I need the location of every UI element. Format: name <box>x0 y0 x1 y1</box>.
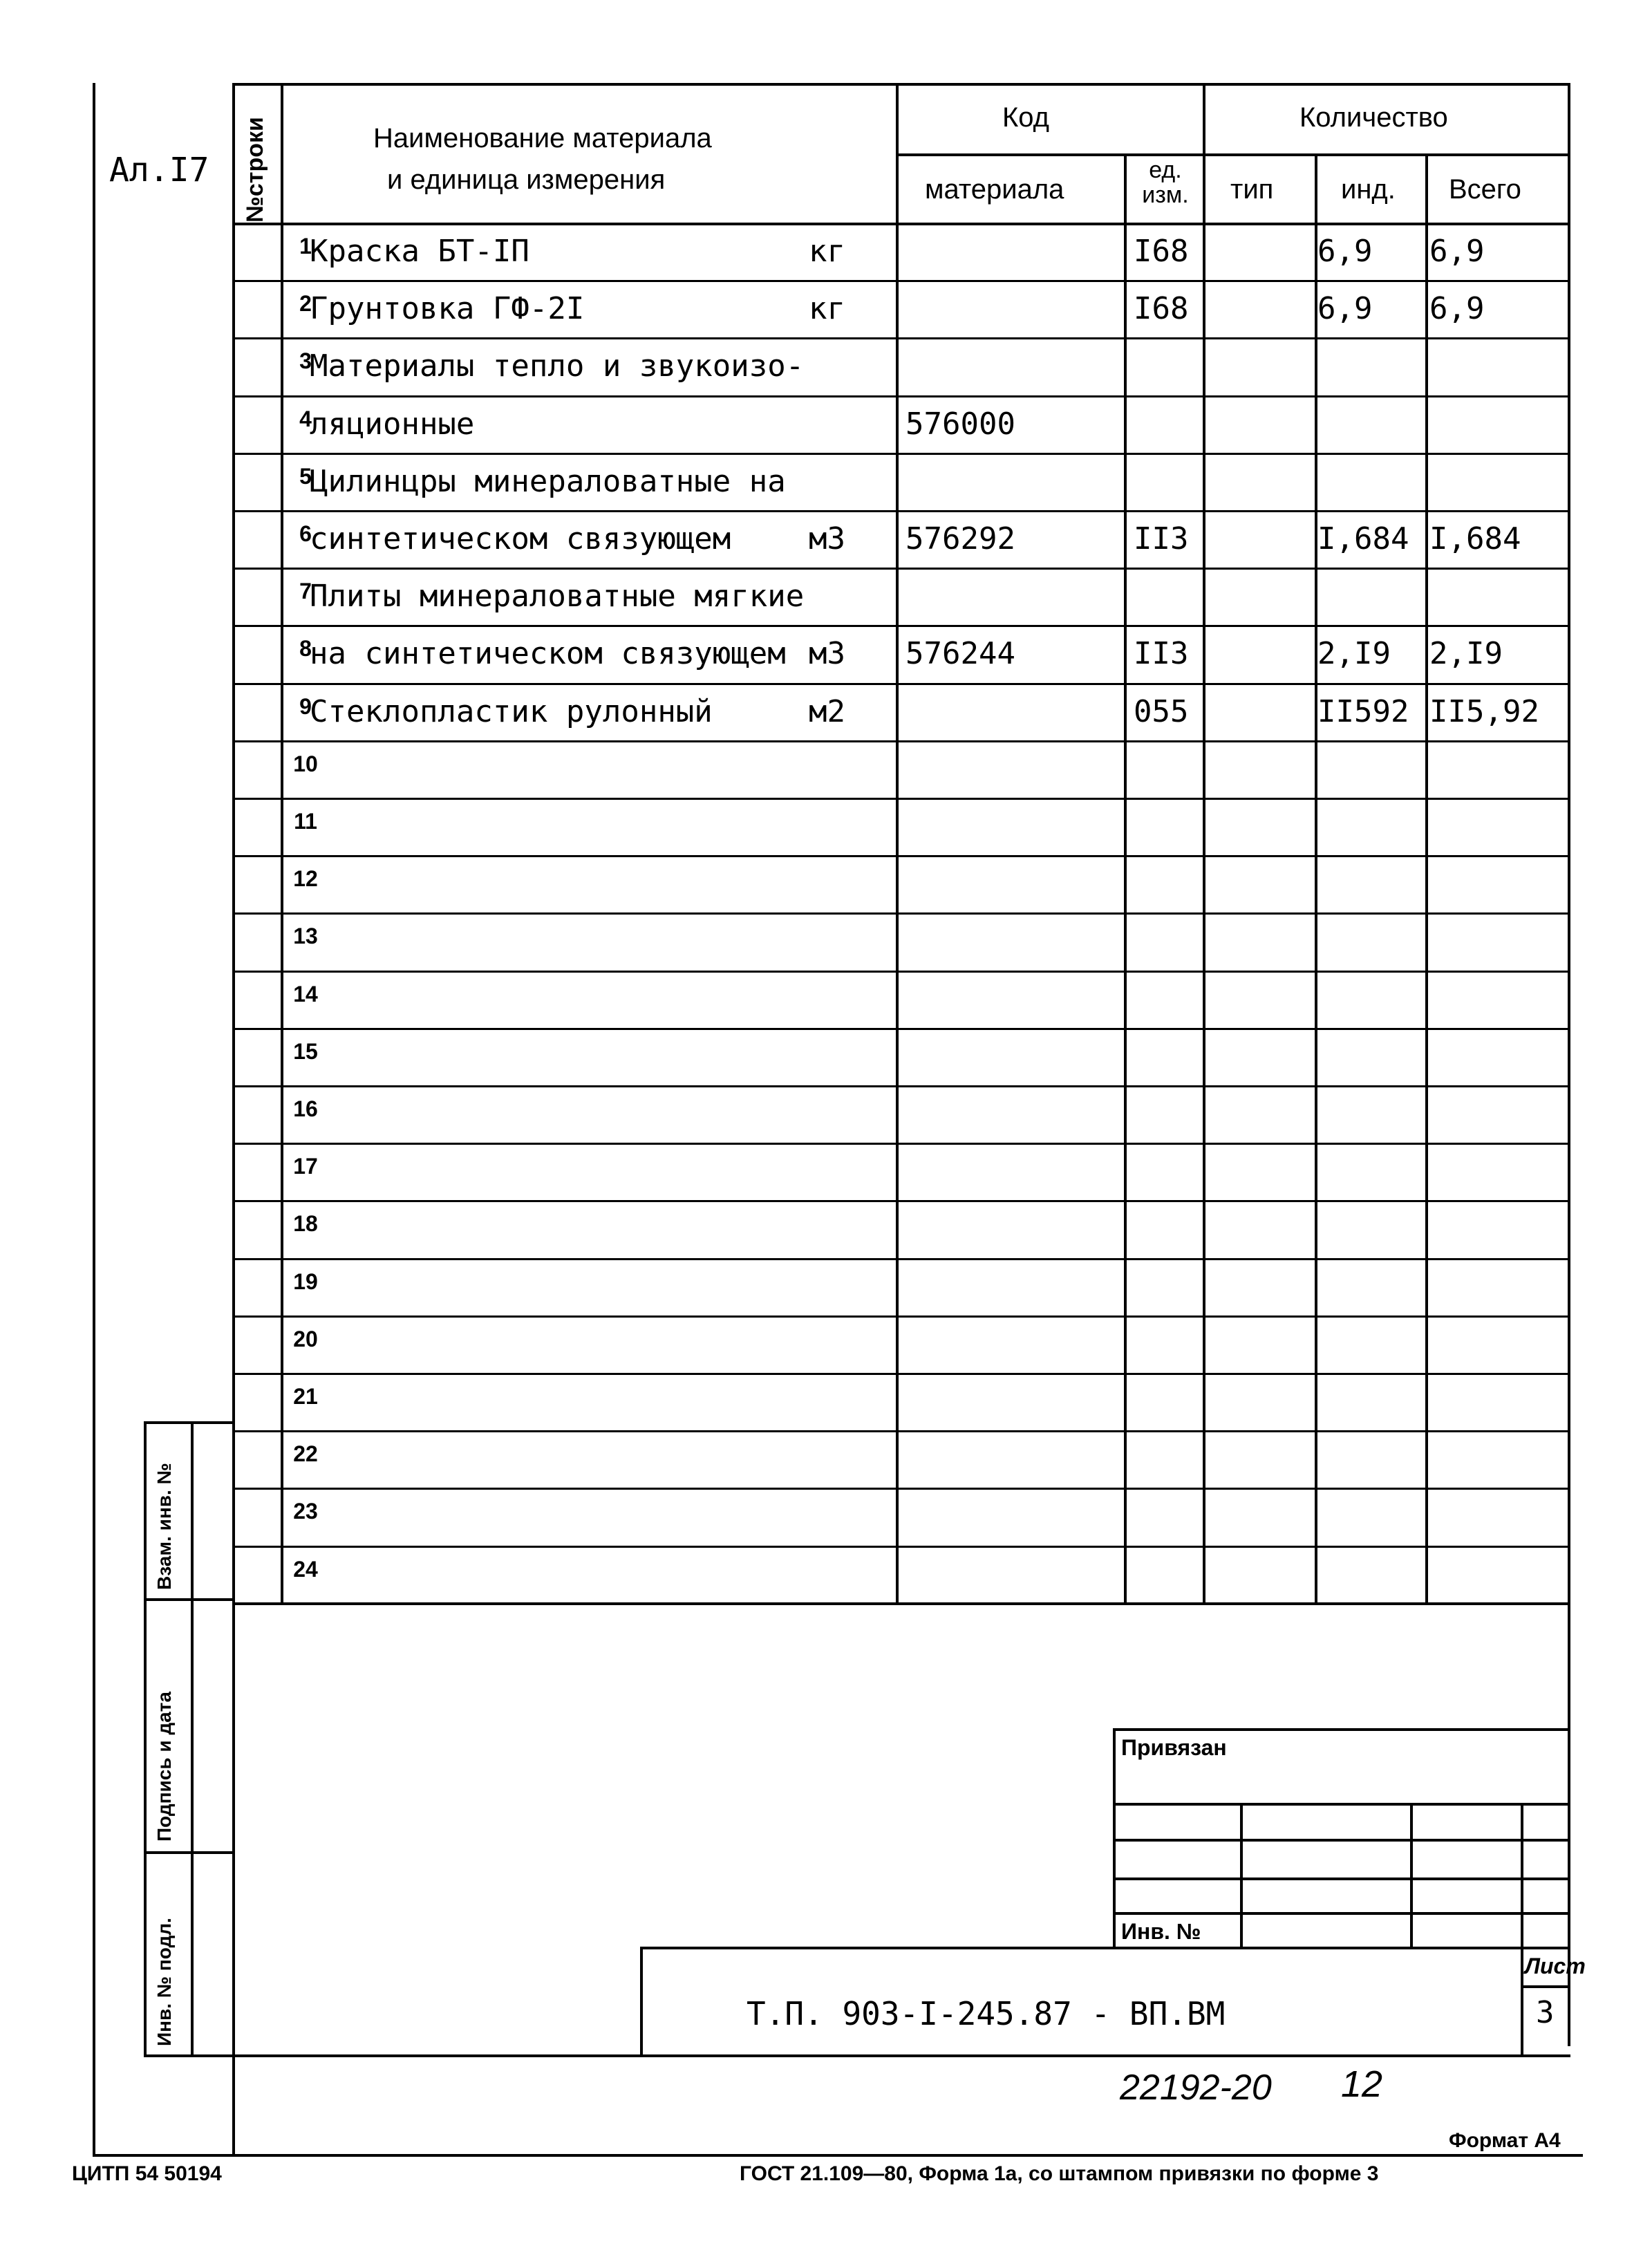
row-divider <box>234 740 1569 742</box>
sheet-label: Ал.I7 <box>109 151 209 189</box>
row-number: 5 <box>299 463 312 489</box>
row-number: 17 <box>293 1154 318 1179</box>
row-divider <box>234 1258 1569 1260</box>
doc-code: Т.П. 903-I-245.87 - ВП.ВМ <box>747 1995 1226 2032</box>
header-name-line1: Наименование материала <box>373 123 712 153</box>
qty-total: II5,92 <box>1429 693 1539 729</box>
row-divider <box>234 1603 1569 1605</box>
row-number: 7 <box>299 579 312 604</box>
qty-ind: 6,9 <box>1317 291 1373 327</box>
row-number: 16 <box>293 1096 318 1121</box>
row-divider <box>234 625 1569 627</box>
side-stamp-signature-date: Подпись и дата <box>153 1692 175 1842</box>
qty-total: 2,I9 <box>1429 636 1503 672</box>
row-divider <box>234 510 1569 512</box>
row-number: 14 <box>293 981 318 1006</box>
handwritten-sheet: 12 <box>1341 2063 1383 2105</box>
table-left-border <box>232 83 235 2157</box>
row-number: 11 <box>294 809 317 834</box>
header-qty-ind: инд. <box>1341 174 1396 205</box>
material-name: Цилинцры минераловатные на <box>310 463 786 499</box>
header-code-material: материала <box>925 174 1064 205</box>
header-row-number: №строки <box>242 117 268 223</box>
material-name: Стеклопластик рулонный <box>310 693 713 729</box>
header-name-line2: и единица измерения <box>387 165 666 195</box>
row-number: 15 <box>293 1038 318 1064</box>
row-number: 12 <box>293 866 318 892</box>
qty-ind: II592 <box>1317 693 1409 729</box>
row-number: 19 <box>293 1268 318 1294</box>
bottom-margin-line <box>93 2154 1583 2157</box>
bound-grid-v2 <box>1410 1803 1413 1949</box>
row-divider <box>234 1085 1569 1087</box>
row-divider <box>234 568 1569 570</box>
material-name: Краска БТ-IП <box>310 234 529 269</box>
format-label: Формат А4 <box>1449 2129 1561 2152</box>
inv-label: Инв. № <box>1121 1919 1201 1944</box>
col-sep-ed <box>1203 83 1205 1604</box>
side-stamp-replacement-inv: Взам. инв. № <box>153 1463 175 1590</box>
row-number: 10 <box>293 751 318 776</box>
material-unit: кг <box>809 291 845 327</box>
side-stamp-left-border <box>144 1421 147 2057</box>
row-number: 1 <box>299 234 312 259</box>
row-divider <box>234 280 1569 282</box>
sheet-label-text: Лист <box>1525 1954 1586 1978</box>
row-divider <box>234 1315 1569 1318</box>
footer-right: ГОСТ 21.109—80, Форма 1а, со штампом привязки по форме 3 <box>740 2162 1379 2185</box>
col-sep-ind <box>1425 153 1428 1604</box>
material-unit: кг <box>809 234 845 269</box>
row-number: 9 <box>299 693 312 719</box>
material-unit: м3 <box>809 521 845 556</box>
bound-grid-1 <box>1114 1803 1570 1806</box>
header-qty-total: Всего <box>1449 174 1521 205</box>
qty-total: 6,9 <box>1429 291 1485 327</box>
qty-ind: 6,9 <box>1317 234 1373 269</box>
header-bottom-line <box>234 223 1569 225</box>
unit-code: II3 <box>1134 521 1189 556</box>
qty-ind: I,684 <box>1317 521 1409 556</box>
doc-block-top <box>641 1947 1570 1949</box>
qty-ind: 2,I9 <box>1317 636 1391 672</box>
material-name: Материалы тепло и звукоизо- <box>310 348 805 384</box>
side-stamp-sep2 <box>144 1851 234 1854</box>
material-name: Грунтовка ГФ-2I <box>310 291 585 327</box>
row-divider <box>234 1430 1569 1432</box>
row-divider <box>234 855 1569 857</box>
row-number: 4 <box>299 406 312 431</box>
bound-label: Привязан <box>1121 1735 1227 1760</box>
bound-grid-v1 <box>1240 1803 1243 1949</box>
material-code: 576000 <box>905 406 1015 442</box>
col-sep-code <box>1124 153 1127 1604</box>
bound-grid-2 <box>1114 1839 1570 1842</box>
bound-grid-4 <box>1114 1912 1570 1915</box>
bound-grid-3 <box>1114 1878 1570 1880</box>
header-quantity: Количество <box>1299 102 1448 133</box>
side-stamp-sep1 <box>144 1598 234 1601</box>
material-name: ляционные <box>310 406 475 442</box>
row-divider <box>234 395 1569 397</box>
side-stamp-top <box>144 1421 234 1424</box>
row-number: 24 <box>293 1556 318 1582</box>
left-margin-line <box>93 83 95 2157</box>
col-sep-name <box>896 83 899 1604</box>
row-divider <box>234 683 1569 685</box>
row-divider <box>234 1200 1569 1202</box>
row-number: 18 <box>293 1211 318 1237</box>
qty-total: I,684 <box>1429 521 1521 556</box>
row-number: 20 <box>293 1326 318 1351</box>
row-divider <box>234 1546 1569 1548</box>
material-code: 576292 <box>905 521 1015 556</box>
sheet-label-line <box>1522 1985 1570 1988</box>
unit-code: 055 <box>1134 693 1189 729</box>
material-name: на синтетическом связующем <box>310 636 786 672</box>
row-divider <box>234 971 1569 973</box>
row-number: 23 <box>293 1499 318 1524</box>
bound-block-top <box>1114 1728 1570 1731</box>
table-right-border <box>1568 83 1570 2046</box>
header-code: Код <box>1002 102 1050 133</box>
side-stamp-original-inv: Инв. № подл. <box>153 1918 175 2046</box>
side-stamp-mid-border <box>191 1421 194 2057</box>
row-number: 8 <box>299 636 312 662</box>
header-code-unit: ед. изм. <box>1142 157 1189 208</box>
title-block-bottom <box>234 2054 1570 2057</box>
qty-total: 6,9 <box>1429 234 1485 269</box>
unit-code: II3 <box>1134 636 1189 672</box>
row-divider <box>234 798 1569 800</box>
bound-grid-v3 <box>1521 1803 1523 1949</box>
doc-block-sheet-sep <box>1521 1947 1523 2057</box>
row-number: 13 <box>293 924 318 949</box>
side-stamp-bottom <box>144 2054 234 2057</box>
col-sep-tip <box>1315 153 1317 1604</box>
row-number: 22 <box>293 1441 318 1467</box>
material-name: Плиты минераловатные мягкие <box>310 579 805 615</box>
material-code: 576244 <box>905 636 1015 672</box>
row-divider <box>234 1373 1569 1375</box>
row-divider <box>234 1028 1569 1030</box>
handwritten-number: 22192-20 <box>1120 2068 1272 2108</box>
header-qty-type: тип <box>1230 174 1274 205</box>
footer-left: ЦИТП 54 50194 <box>72 2162 222 2185</box>
doc-block-left <box>640 1947 643 2057</box>
row-number: 2 <box>299 291 312 317</box>
material-name: синтетическом связующем <box>310 521 731 556</box>
header-subline <box>897 153 1568 156</box>
sheet-number: 3 <box>1536 1995 1555 2030</box>
row-divider <box>234 337 1569 339</box>
row-number: 21 <box>293 1384 318 1409</box>
unit-code: I68 <box>1134 234 1189 269</box>
row-divider <box>234 453 1569 455</box>
material-unit: м2 <box>809 693 845 729</box>
material-unit: м3 <box>809 636 845 672</box>
table-top-border <box>234 83 1570 86</box>
row-divider <box>234 912 1569 915</box>
row-number: 6 <box>299 521 312 546</box>
row-number: 3 <box>299 348 312 374</box>
row-divider <box>234 1488 1569 1490</box>
unit-code: I68 <box>1134 291 1189 327</box>
row-divider <box>234 1143 1569 1145</box>
